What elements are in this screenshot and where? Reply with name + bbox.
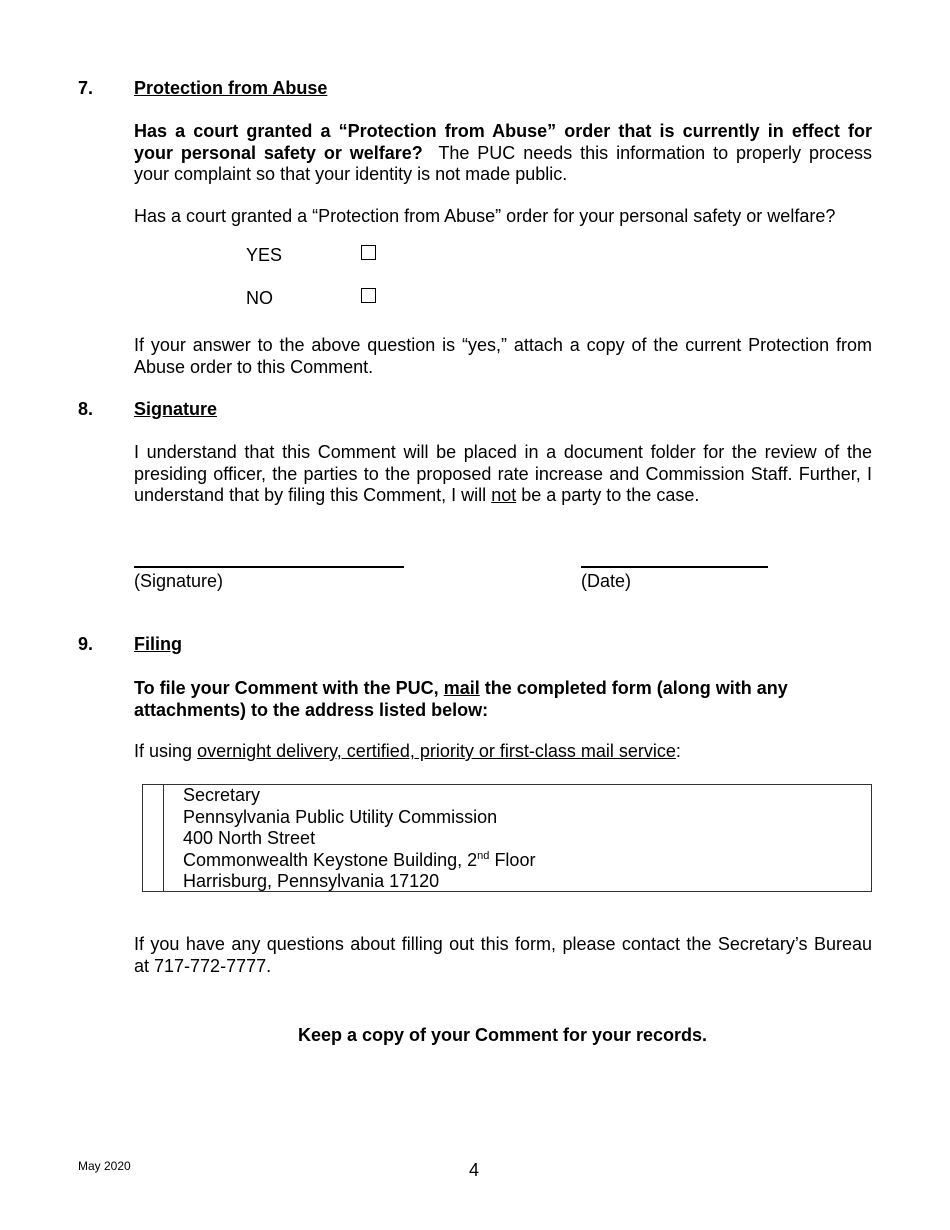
no-checkbox[interactable] <box>361 288 376 303</box>
address-line-4 <box>183 850 535 872</box>
yes-label: YES <box>246 245 283 265</box>
address-line-2: Pennsylvania Public Utility Commission <box>183 806 498 827</box>
section-9-number: 9. <box>78 634 94 654</box>
footer-date: May 2020 <box>78 1159 131 1173</box>
section-8-statement <box>134 442 872 507</box>
filing-instr-part2: the completed form (along with any attachments) to the address listed below: <box>134 678 788 720</box>
filing-instr-part1: To file your Comment with the PUC, <box>134 678 439 698</box>
section-7-number: 7. <box>78 78 94 98</box>
section-7-explanation: The PUC needs this information to properly process your complaint so that your identity is not made public. <box>134 142 872 184</box>
yes-checkbox[interactable] <box>361 245 376 260</box>
signature-line[interactable] <box>134 566 404 568</box>
mailing-address <box>183 785 535 893</box>
closing-reminder: Keep a copy of your Comment for your records. <box>297 1025 708 1045</box>
page-number: 4 <box>469 1160 480 1180</box>
date-line[interactable] <box>581 566 768 568</box>
section-7-heading: Protection from Abuse <box>134 78 328 98</box>
section-9-heading: Filing <box>134 634 182 654</box>
section-7-question: Has a court granted a “Protection from Abuse” order for your personal safety or welfare? <box>134 206 836 226</box>
section-7-note: If your answer to the above question is “yes,” attach a copy of the current Protection from Abuse order to this Comment. <box>134 335 872 377</box>
delivery-methods: overnight delivery, certified, priority or first-class mail service <box>197 741 676 761</box>
delivery-suffix: : <box>675 741 681 761</box>
address-line-5: Harrisburg, Pennsylvania 17120 <box>183 871 440 891</box>
statement-text-before: I understand that this Comment will be placed in a document folder for the review of the presiding officer, the parties to the proposed rate increase and Commission Staff. Further, I understand that by filing this Comment, I will <box>134 442 872 505</box>
address-line-1: Secretary <box>183 785 261 805</box>
no-label: NO <box>246 288 273 308</box>
section-8-number: 8. <box>78 399 94 419</box>
filing-instr-mail: mail <box>443 678 480 698</box>
statement-not: not <box>491 485 517 505</box>
address-line-4-sup: nd <box>477 849 490 862</box>
contact-info: If you have any questions about filling out this form, please contact the Secretary’s Bureau at 717-772-7777. <box>134 934 872 976</box>
filing-instructions <box>134 678 834 721</box>
address-box-divider <box>163 784 164 892</box>
delivery-prefix: If using <box>134 741 193 761</box>
delivery-method-line <box>134 741 872 763</box>
section-7-intro <box>134 121 872 186</box>
address-line-4-post: Floor <box>494 849 536 870</box>
section-7-bold-question: Has a court granted a “Protection from Abuse” order that is currently in effect for your personal safety or welfare? <box>134 121 872 163</box>
statement-text-after: be a party to the case. <box>521 485 700 505</box>
signature-label: (Signature) <box>134 571 224 591</box>
address-line-4-pre: Commonwealth Keystone Building, 2 <box>183 849 478 870</box>
section-8-heading: Signature <box>134 399 218 419</box>
date-label: (Date) <box>581 571 632 591</box>
address-line-3: 400 North Street <box>183 828 316 848</box>
